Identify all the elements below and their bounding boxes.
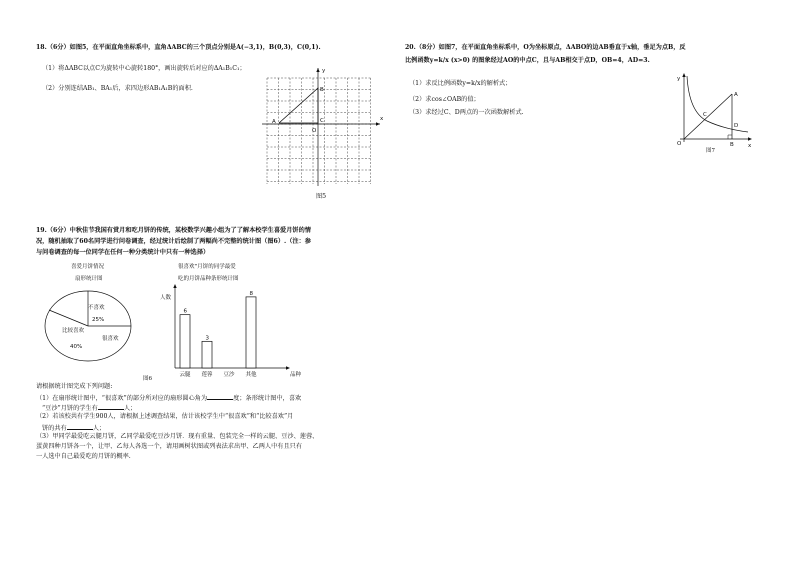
q18-label-C: C bbox=[320, 118, 324, 124]
q19-p1-a: （1）在扇形统计图中，“很喜欢”的部分所对应的扇形圆心角为 bbox=[36, 395, 208, 402]
bar-value-label-其他: 8 bbox=[249, 290, 253, 297]
bar-value-label-莲蓉: 3 bbox=[205, 335, 209, 342]
q19-fig-caption: 图6 bbox=[143, 376, 152, 382]
q20-label-A: A bbox=[734, 92, 738, 98]
q20-curve bbox=[687, 76, 748, 132]
q18-part1: （1）将ΔABC以点C为旋转中心旋转180°，画出旋转后对应的ΔA₁B₁C₁； bbox=[42, 65, 246, 72]
q19-header-line3: 与问卷调查的每一位同学在任何一种分类统计中只有一种选择） bbox=[36, 249, 210, 256]
q19-p1-c: “豆沙”月饼的学生有 bbox=[42, 405, 98, 412]
q18-label-O: O bbox=[312, 128, 317, 134]
q20-part2: （2）求cos∠OAB的值； bbox=[409, 96, 480, 103]
bar-title-1: 很喜欢”月饼的同学最爱 bbox=[178, 264, 236, 270]
bar-category-label-莲蓉: 莲蓉 bbox=[201, 372, 213, 378]
q20-label-B: B bbox=[730, 142, 734, 148]
q20-header-line1: 20.（8分）如图7，在平面直角坐标系中，O为坐标原点，ΔABO的边AB垂直于x轴，垂足为点B，反 bbox=[405, 44, 686, 51]
q20-figure bbox=[672, 72, 752, 152]
bar-category-label-云腿: 云腿 bbox=[179, 372, 191, 378]
q19-p1-b: 度；条形统计图中，喜欢 bbox=[233, 395, 302, 402]
pie-title-1: 喜爱月饼情况 bbox=[71, 264, 105, 270]
bar-title-2: 吃的月饼品种条形统计图 bbox=[178, 276, 239, 282]
q18-grid bbox=[267, 78, 371, 184]
q20-label-x: x bbox=[748, 143, 752, 149]
q19-p1-d: 人； bbox=[123, 405, 137, 412]
q19-header-line2: 况，随机抽取了60名同学进行问卷调查，经过统计后绘制了两幅尚不完整的统计图（图6）.（注：参 bbox=[36, 238, 311, 245]
q18-header: 18.（6分）如图5，在平面直角坐标系中，直角ΔABC的三个顶点分别是A(−3,1)，B(0,3)，C(0,1). bbox=[36, 44, 321, 51]
pie-label-like: 比较喜欢 bbox=[62, 328, 85, 334]
pie-title-2: 扇形统计图 bbox=[75, 276, 103, 282]
pie-label-love: 很喜欢 bbox=[102, 336, 119, 342]
q19-answer-blank-2[interactable] bbox=[98, 403, 124, 410]
q19-intro: 请根据统计图完成下列问题: bbox=[36, 383, 113, 390]
bar-category-label-豆沙: 豆沙 bbox=[223, 372, 235, 378]
q18-label-B: B bbox=[320, 87, 324, 93]
q19-header-line1: 19.（6分）中秋佳节我国有赏月和吃月饼的传统，某校数学兴趣小组为了了解本校学生喜爱月饼的情 bbox=[36, 227, 311, 234]
q18-label-A: A bbox=[272, 119, 276, 125]
q18-label-x: x bbox=[380, 116, 384, 122]
pie-chart bbox=[40, 288, 140, 368]
q19-p2-b: 饼的共有 bbox=[42, 425, 67, 432]
q18-triangle bbox=[279, 88, 318, 123]
q19-part2-line1: （2）若该校共有学生900人，请根据上述调查结果，估计该校学生中“很喜欢”和“比较喜欢”月 bbox=[36, 413, 294, 420]
q18-figure bbox=[262, 66, 392, 206]
bar-其他 bbox=[246, 297, 256, 368]
q20-fig-caption: 图7 bbox=[706, 148, 715, 154]
q20-part3: （3）求经过C、D两点的一次函数解析式. bbox=[409, 109, 524, 116]
q19-p2-c: 人； bbox=[92, 425, 106, 432]
bar-x-label: 品种 bbox=[290, 372, 302, 378]
q19-part1-line2 bbox=[42, 403, 136, 413]
q20-label-y: y bbox=[677, 76, 681, 82]
pie-divider-3 bbox=[49, 310, 88, 326]
q19-part3-line2: 蛋黄四种月饼各一个，让甲、乙每人各选一个，请用画树状图或列表法求出甲、乙两人中有且只有 bbox=[36, 443, 303, 450]
bar-云腿 bbox=[180, 315, 190, 368]
bar-chart bbox=[160, 284, 310, 379]
q20-label-C: C bbox=[703, 112, 707, 118]
bar-y-label: 人数 bbox=[160, 295, 172, 301]
q20-part1: （1）求反比例函数y=k/x的解析式； bbox=[409, 80, 512, 87]
q20-right-angle bbox=[728, 135, 732, 139]
q19-part3-line3: 一人选中自己最爱吃的月饼的概率. bbox=[36, 453, 131, 460]
pie-value-like: 40% bbox=[70, 344, 83, 350]
q18-part2: （2）分别连结AB₁、BA₁后，求四边形AB₁A₁B的面积. bbox=[42, 85, 193, 92]
q19-part1-line1 bbox=[36, 393, 301, 403]
q18-fig-caption: 图5 bbox=[316, 193, 327, 200]
bar-莲蓉 bbox=[202, 341, 212, 368]
q19-answer-blank-3[interactable] bbox=[67, 423, 93, 430]
pie-label-dislike: 不喜欢 bbox=[88, 305, 105, 311]
q19-part2-line2 bbox=[42, 423, 105, 433]
q20-label-O: O bbox=[677, 141, 682, 147]
q20-header-line2: 比例函数y=k/x (x>0) 的图象经过AO的中点C，且与AB相交于点D，OB=4，AD=3. bbox=[405, 57, 650, 64]
pie-value-dislike: 25% bbox=[92, 317, 105, 323]
q20-label-D: D bbox=[734, 123, 739, 129]
bar-value-label-云腿: 6 bbox=[183, 308, 187, 315]
q18-label-y: y bbox=[322, 68, 326, 74]
q19-answer-blank-1[interactable] bbox=[207, 393, 233, 400]
bar-category-label-其他: 其他 bbox=[245, 372, 257, 378]
q19-part3-line1: （3）甲同学最爱吃云腿月饼，乙同学最爱吃豆沙月饼．现有重量、包装完全一样的云腿、豆沙、莲蓉、 bbox=[36, 433, 319, 440]
